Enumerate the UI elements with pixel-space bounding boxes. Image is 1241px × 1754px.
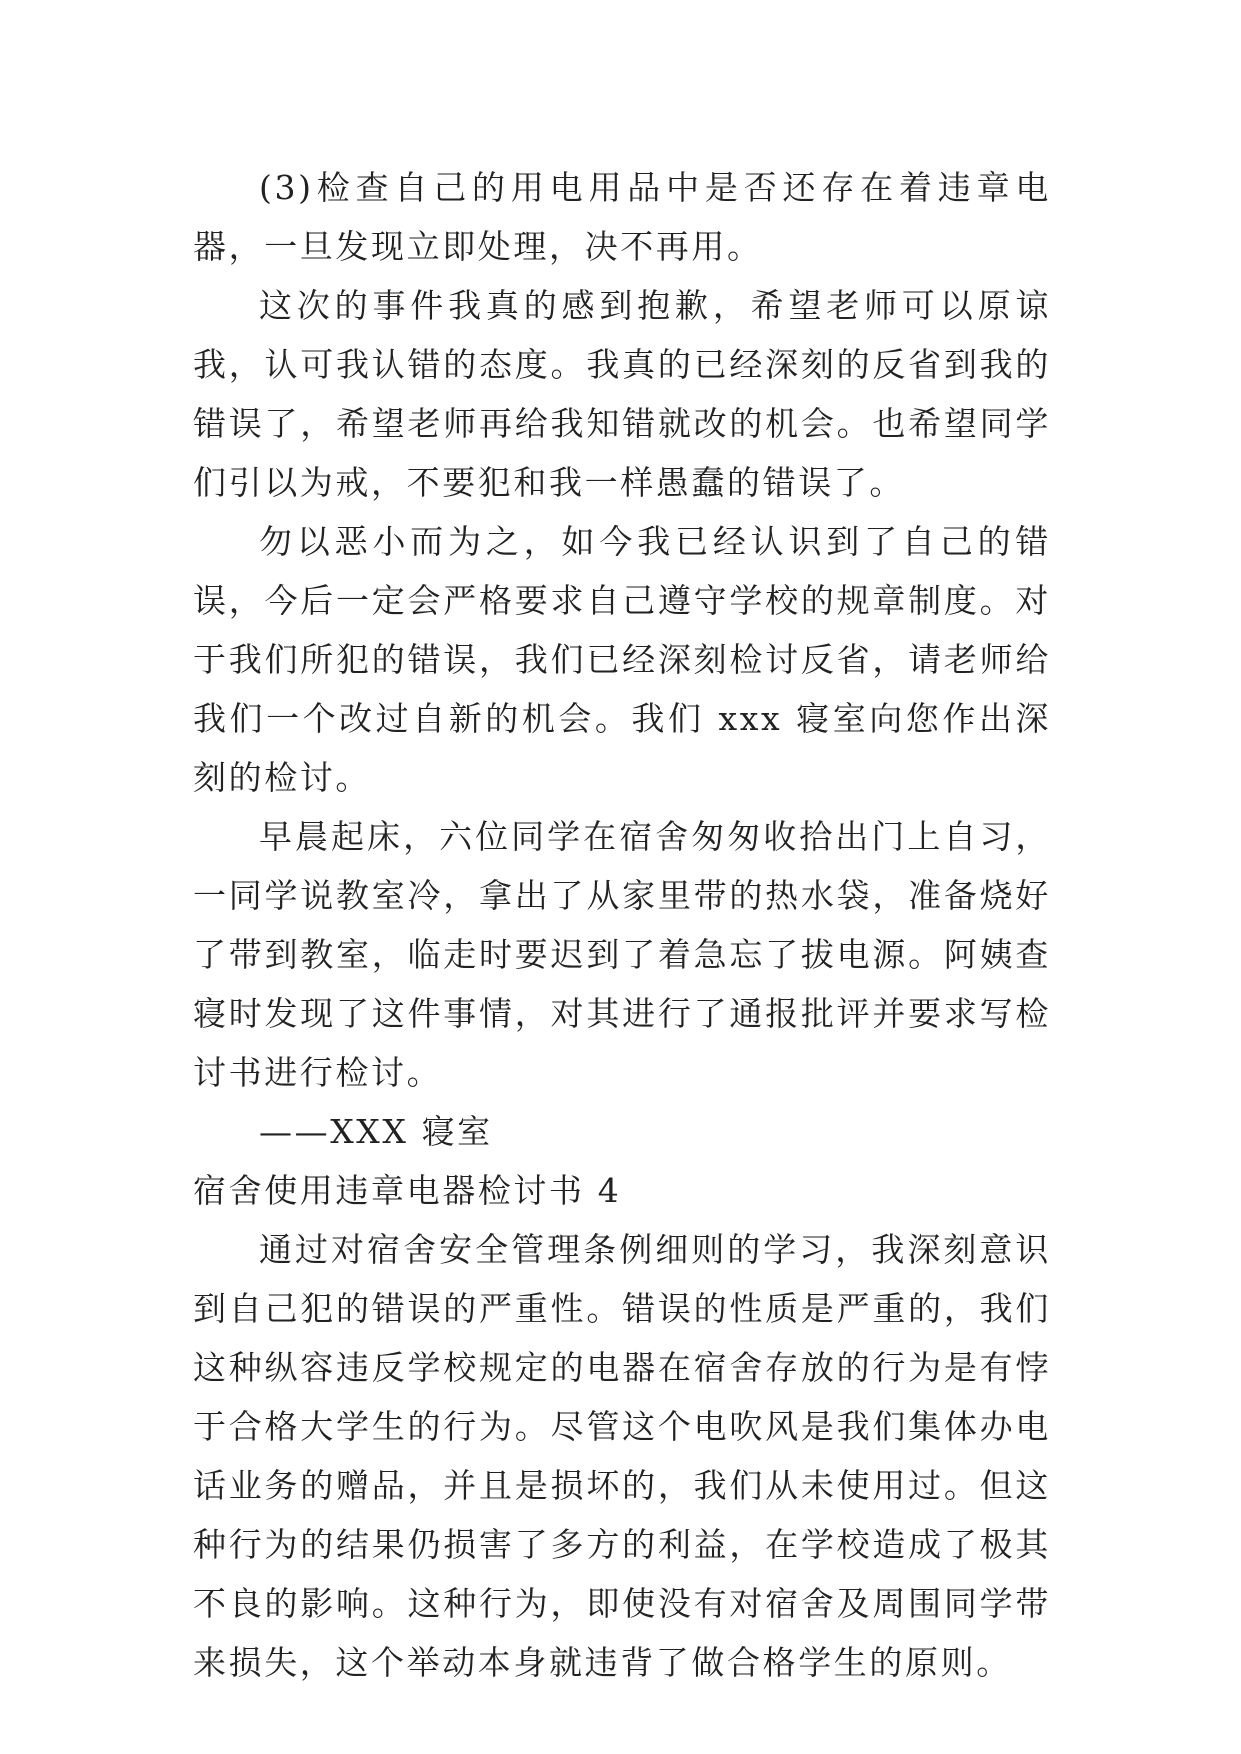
paragraph-regulation-study: 通过对宿舍安全管理条例细则的学习，我深刻意识到自己犯的错误的严重性。错误的性质是严重的，我们这种纵容违反学校规定的电器在宿舍存放的行为是有悖于合格大学生的行为。尽管这个电吹风是我们集体办电话业务的赠品，并且是损坏的，我们从未使用过。但这种行为的结果仍损害了多方的利益，在学校造成了极其不良的影响。这种行为，即使没有对宿舍及周围同学带来损失，这个举动本身就违背了做合格学生的原则。 [193, 1230, 1051, 1682]
paragraph-incident: 早晨起床，六位同学在宿舍匆匆收拾出门上自习，一同学说教室冷，拿出了从家里带的热水袋，准备烧好了带到教室，临走时要迟到了着急忘了拔电源。阿姨查寝时发现了这件事情，对其进行了通报批评并要求写检讨书进行检讨。 [193, 817, 1051, 1092]
paragraph-apology: 这次的事件我真的感到抱歉，希望老师可以原谅我，认可我认错的态度。我真的已经深刻的反省到我的错误了，希望老师再给我知错就改的机会。也希望同学们引以为戒，不要犯和我一样愚蠢的错误了。 [193, 286, 1051, 502]
section-title: 宿舍使用违章电器检讨书 4 [193, 1171, 622, 1210]
document-body [193, 158, 1051, 1692]
signature-line: ——XXX 寝室 [259, 1112, 493, 1151]
paragraph-check-appliances: (3)检查自己的用电用品中是否还存在着违章电器，一旦发现立即处理，决不再用。 [193, 168, 1051, 266]
paragraph-reflection: 勿以恶小而为之，如今我已经认识到了自己的错误，今后一定会严格要求自己遵守学校的规章制度。对于我们所犯的错误，我们已经深刻检讨反省，请老师给我们一个改过自新的机会。我们 xxx 寝室向您作出深刻的检讨。 [193, 522, 1051, 797]
